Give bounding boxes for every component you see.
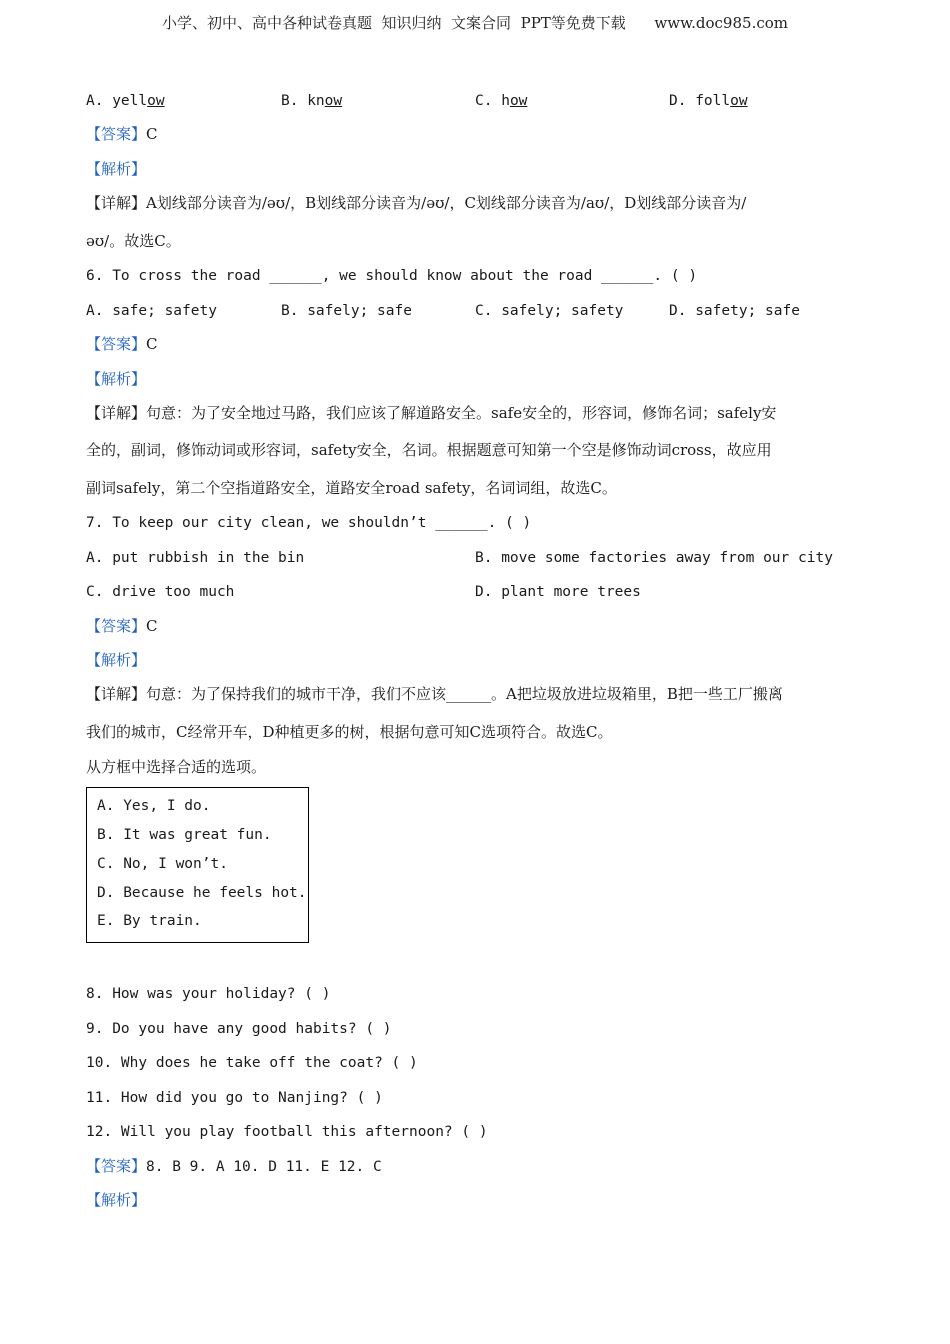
q7-answer [86, 615, 158, 637]
q6-analysis-tag: 【解析】 [86, 370, 147, 388]
option-prefix: h [501, 93, 510, 109]
detail-text: 句意：为了安全地过马路，我们应该了解道路安全。safe安全的，形容词，修饰名词；safely安 [146, 404, 777, 422]
option-underlined: ow [730, 93, 748, 109]
detail-text: 句意：为了保持我们的城市干净，我们不应该______。A把垃圾放进垃圾箱里，B把一些工厂搬离 [146, 685, 783, 703]
section-answer [86, 1155, 382, 1178]
q7-question: 7. To keep our city clean, we shouldn’t ______. ( ) [86, 515, 532, 531]
section-instruction: 从方框中选择合适的选项。 [86, 758, 267, 776]
answer-value: C [146, 125, 158, 143]
q7-option-a: A. put rubbish in the bin [86, 550, 305, 566]
q5-detail-line1 [86, 192, 746, 214]
answer-value: 8. B 9. A 10. D 11. E 12. C [146, 1159, 382, 1175]
q7-detail-line2: 我们的城市，C经常开车，D种植更多的树，根据句意可知C选项符合。故选C。 [86, 723, 613, 741]
q5-option-a [86, 90, 165, 112]
question-10: 10. Why does he take off the coat? ( ) [86, 1055, 418, 1071]
answer-tag: 【答案】 [86, 125, 147, 143]
option-letter: C. [475, 93, 493, 109]
q6-detail-line3: 副词safely，第二个空指道路安全，道路安全road safety，名词词组，故选C。 [86, 479, 617, 497]
answer-tag: 【答案】 [86, 617, 147, 635]
answer-tag: 【答案】 [86, 1157, 147, 1175]
option-letter: D. [669, 93, 687, 109]
q6-question: 6. To cross the road ______, we should know about the road ______. ( ) [86, 268, 698, 284]
box-item-b: B. It was great fun. [97, 827, 272, 843]
option-letter: B. [281, 93, 299, 109]
box-item-c: C. No, I won’t. [97, 856, 228, 872]
q7-option-b: B. move some factories away from our city [475, 550, 833, 566]
q5-detail-line2: əʊ/。故选C。 [86, 232, 181, 250]
option-prefix: yell [112, 93, 148, 109]
q6-detail-line1 [86, 402, 776, 424]
option-prefix: kn [307, 93, 325, 109]
q6-option-c: C. safely; safety [475, 303, 624, 319]
option-underlined: ow [147, 93, 165, 109]
option-underlined: ow [324, 93, 343, 109]
q5-option-d [669, 90, 748, 112]
q6-answer [86, 333, 158, 355]
question-11: 11. How did you go to Nanjing? ( ) [86, 1090, 383, 1106]
detail-text: A划线部分读音为/əʊ/，B划线部分读音为/əʊ/，C划线部分读音为/aʊ/，D划线部分读音为/ [146, 194, 747, 212]
q7-option-d: D. plant more trees [475, 584, 641, 600]
q7-analysis-tag: 【解析】 [86, 651, 147, 669]
q7-detail-line1 [86, 683, 783, 705]
option-letter: A. [86, 93, 104, 109]
q5-option-b [281, 90, 342, 112]
detail-tag: 【详解】 [86, 404, 147, 422]
page-header: 小学、初中、高中各种试卷真题 知识归纳 文案合同 PPT等免费下载 www.doc985.com [161, 14, 788, 32]
q6-option-a: A. safe; safety [86, 303, 217, 319]
detail-tag: 【详解】 [86, 194, 147, 212]
question-9: 9. Do you have any good habits? ( ) [86, 1021, 392, 1037]
q5-answer [86, 123, 158, 145]
section-analysis-tag: 【解析】 [86, 1191, 147, 1209]
detail-tag: 【详解】 [86, 685, 147, 703]
question-12: 12. Will you play football this afternoon? ( ) [86, 1124, 488, 1140]
answer-value: C [146, 617, 158, 635]
option-underlined: ow [509, 93, 528, 109]
q6-detail-line2: 全的，副词，修饰动词或形容词，safety安全，名词。根据题意可知第一个空是修饰动词cross，故应用 [86, 441, 772, 459]
q5-option-c [475, 90, 527, 112]
box-item-e: E. By train. [97, 913, 202, 929]
option-prefix: foll [695, 93, 731, 109]
options-box [86, 787, 309, 943]
box-item-a: A. Yes, I do. [97, 798, 211, 814]
q7-option-c: C. drive too much [86, 584, 235, 600]
q6-option-d: D. safety; safe [669, 303, 800, 319]
question-8: 8. How was your holiday? ( ) [86, 986, 331, 1002]
q6-option-b: B. safely; safe [281, 303, 412, 319]
box-item-d: D. Because he feels hot. [97, 885, 307, 901]
q5-analysis-tag: 【解析】 [86, 160, 147, 178]
answer-tag: 【答案】 [86, 335, 147, 353]
answer-value: C [146, 335, 158, 353]
